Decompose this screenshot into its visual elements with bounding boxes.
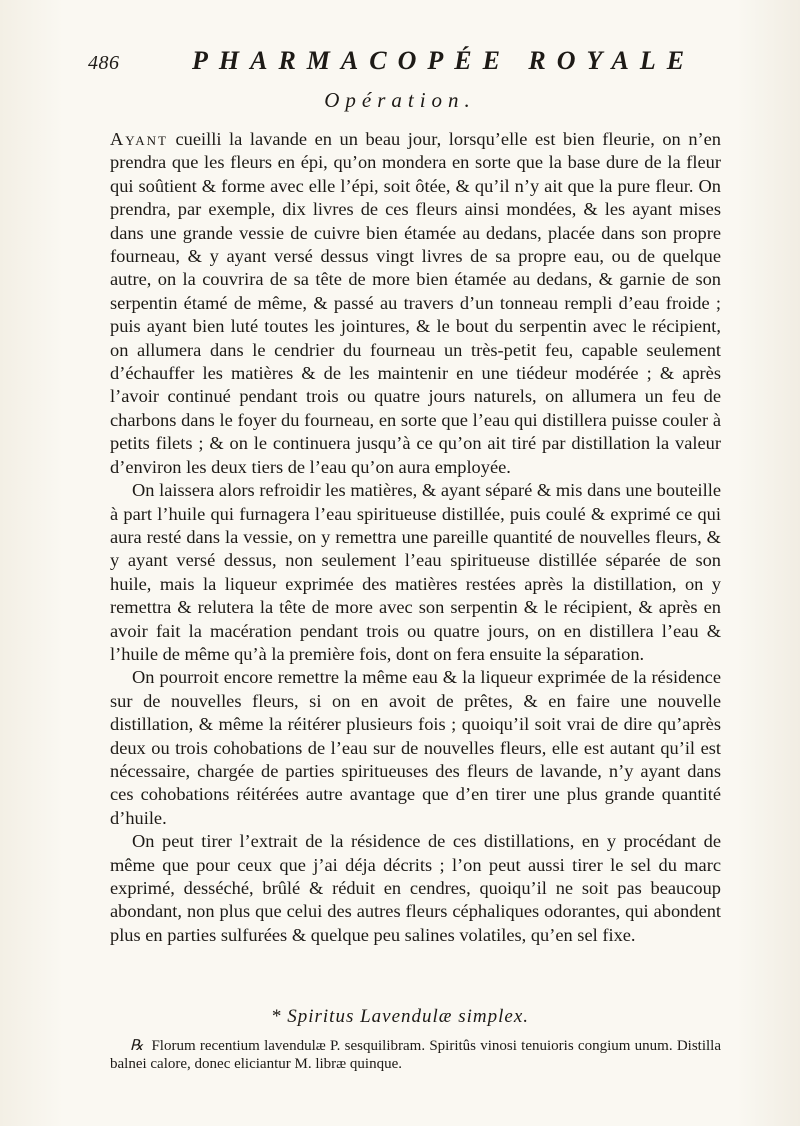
paragraph-4: On peut tirer l’extrait de la résidence de ces distillations, en y procédant de même que pour ceux que j’ai déja décrits ; l’on peut aussi tirer le sel du marc exprimé, desséché, brûlé & réduit en cendres, quoiqu’il ne soit pas beaucoup abondant, non plus que celui des autres fleurs céphaliques odorantes, qui abondent plus en parties sulfurées & quelque peu salines volatiles, qu’en sel fixe.: [110, 831, 721, 945]
body-text: [110, 128, 721, 947]
paragraph-3: On pourroit encore remettre la même eau & la liqueur exprimée de la résidence sur de nouvelles fleurs, si on en avoit de prêtes, & en faire une nouvelle distillation, & même la réitérer plusieurs fois ; quoiqu’il soit vrai de dire qu’après deux ou trois cohobations de l’eau sur de nouvelles fleurs, elle est autant qu’il est nécessaire, chargée de parties spiritueuses des fleurs de lavande, n’y ayant dans ces cohobations réitérées autre avantage que d’en tirer une plus grande quantité d’huile.: [110, 667, 721, 828]
recipe-block: [110, 1037, 721, 1073]
recipe-symbol-icon: ℞: [130, 1038, 144, 1054]
running-head: [88, 44, 728, 84]
page-number: 486: [88, 52, 120, 74]
paragraph-1-text: cueilli la lavande en un beau jour, lorsqu’elle est bien fleurie, on n’en prendra que les fleurs en épi, qu’on mondera en sorte que la base dure de la fleur qui soûtient & forme avec elle l’épi, soit ôtée, & qu’il n’y ait que la pure fleur. On prendra, par exemple, dix livres de ces fleurs ainsi mondées, & les ayant mises dans une grande vessie de cuivre bien étamée au dedans, placée dans son propre fourneau, & y ayant versé dessus vingt livres de sa propre eau, ou de quelque autre, on la couvrira de sa tête de more bien étamée au dedans, & garnie de son serpentin étamé de même, & passé au travers d’un tonneau rempli d’eau froide ; puis ayant bien luté toutes les jointures, & le bout du serpentin avec le récipient, on allumera dans le cendrier du fourneau un très-petit feu, capable seulement d’échauffer les matières & de les maintenir en une tiédeur modérée ; & après l’avoir continué pendant trois ou quatre jours naturels, on allumera un feu de charbons dans le foyer du fourneau, en sorte que l’eau qui distillera puisse couler à petits filets ; & on le continuera jusqu’à ce qu’on ait tiré par distillation la valeur d’environ les deux tiers de l’eau qu’on aura employée.: [110, 129, 721, 477]
running-title: PHARMACOPÉE ROYALE: [192, 46, 696, 75]
lead-word: Ayant: [110, 129, 168, 149]
recipe-text: Florum recentium lavendulæ P. sesquilibram. Spiritûs vinosi tenuioris congium unum. Distilla balnei calore, donec eliciantur M. libræ quinque.: [110, 1038, 721, 1072]
paragraph-2: On laissera alors refroidir les matières, & ayant séparé & mis dans une bouteille à part l’huile qui furnagera l’eau spiritueuse distillée, puis coulé & exprimé ce qui aura resté dans la vessie, on y remettra une pareille quantité de nouvelles fleurs, & y ayant versé dessus, non seulement l’eau spiritueuse distillée séparée de son huile, mais la liqueur exprimée des matières restées après la distillation, on y remettra & relutera la tête de more avec son serpentin & le récipient, & après en avoir fait la macération pendant trois ou quatre jours, on en distillera l’eau & l’huile de même qu’à la première fois, dont on fera ensuite la séparation.: [110, 480, 721, 664]
paragraph-1: [110, 128, 721, 479]
recipe-title: * Spiritus Lavendulæ simplex.: [270, 1006, 530, 1027]
recipe-paragraph: [110, 1037, 721, 1073]
section-title: Opération.: [324, 88, 476, 112]
